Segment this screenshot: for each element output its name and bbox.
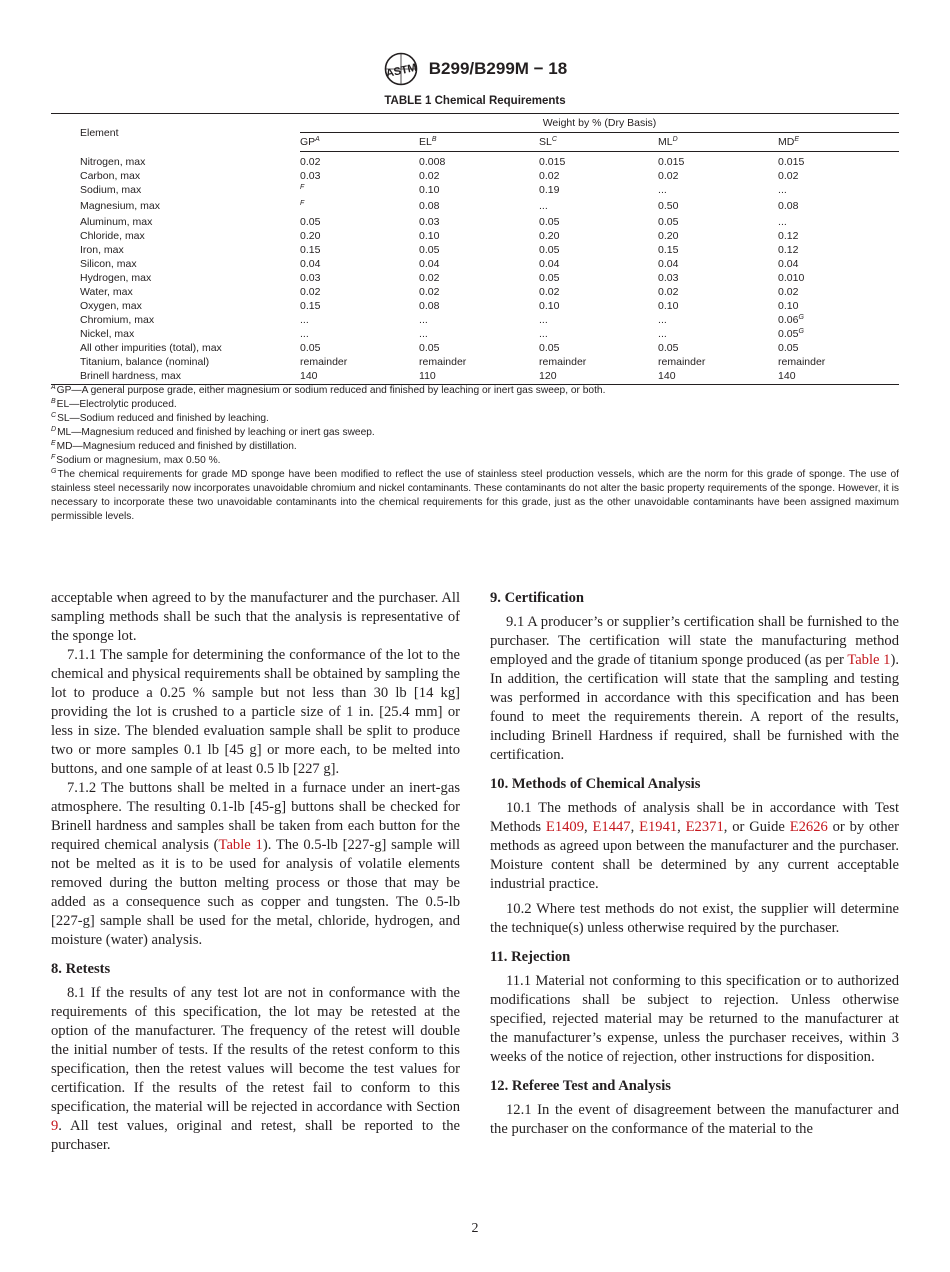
table-row <box>51 271 899 285</box>
value-cell-sl: 0.05 <box>539 244 560 256</box>
e1447-link[interactable]: E1447 <box>592 819 631 835</box>
element-name: Titanium, balance (nominal) <box>80 356 210 368</box>
value-cell-sl: 0.04 <box>539 258 560 270</box>
value-cell-md: 140 <box>778 369 899 385</box>
chemical-requirements-table <box>51 113 899 385</box>
value-cell-md: ... <box>778 216 787 228</box>
weight-column-group-header: Weight by % (Dry Basis) <box>300 114 899 133</box>
element-name: Carbon, max <box>80 170 141 182</box>
value-cell-el: 0.08 <box>419 300 440 312</box>
value-cell-ml: 0.50 <box>658 200 679 212</box>
value-cell-el: ... <box>419 328 428 340</box>
paragraph-8-1: 8.1 If the results of any test lot are not in conformance with the requirements of this specification, the lot may be retested at the option of the manufacturer. The frequency of the retest will double the initial number of tests. If the results of the retest conform to this specification, then the retest values will become the test values for certification. If the results of the retest fail to conform to this specification, the material will be rejected in accordance with Section 9. All test values, original and retest, shall be reported to the purchaser. <box>51 985 460 1153</box>
paragraph-7-1-continued: acceptable when agreed to by the manufacturer and the purchaser. All sampling methods shall be such that the analysis is representative of the sponge lot. <box>51 590 460 644</box>
table-row <box>51 229 899 243</box>
value-cell-md: 0.10 <box>778 300 799 312</box>
table-footnotes <box>51 384 899 524</box>
table-row <box>51 285 899 299</box>
table-row <box>51 313 899 327</box>
footnote-a: $^A$GP—A general purpose grade, either magnesium or sodium reduced and finished by leaching or inert gas sweep, or both. <box>51 384 606 396</box>
value-cell-md: ... <box>778 184 787 196</box>
value-cell-gp: 0.02 <box>300 286 321 298</box>
value-cell-sl: 0.02 <box>539 170 560 182</box>
section-11-heading: 11. Rejection <box>490 949 571 965</box>
value-cell-md: 0.08 <box>778 200 799 212</box>
svg-text:ASTM: ASTM <box>384 61 418 81</box>
value-cell-gp: 0.15 <box>300 244 321 256</box>
value-cell-ml: 0.02 <box>658 170 679 182</box>
table-row <box>51 369 899 385</box>
value-cell-el: 0.02 <box>419 272 440 284</box>
paragraph-10-1: 10.1 The methods of analysis shall be in accordance with Test Methods E1409, E1447, E1941, E2371, or Guide E2626 or by other methods as agreed upon between the manufacturer and the purchaser. Moisture content shall be determined by any current acceptable industrial practice. <box>490 800 899 892</box>
element-name: Nitrogen, max <box>80 155 146 168</box>
footnote-d: $^D$ML—Magnesium reduced and finished by leaching or inert gas sweep. <box>51 426 375 438</box>
section-12-heading: 12. Referee Test and Analysis <box>490 1078 671 1094</box>
value-cell-md: 0.12 <box>778 244 799 256</box>
e2371-link[interactable]: E2371 <box>685 819 724 835</box>
value-cell-md: $0.05^G$ <box>778 328 804 340</box>
value-cell-gp: 0.05 <box>300 216 321 228</box>
value-cell-md: 0.02 <box>778 286 799 298</box>
table-row <box>51 152 899 170</box>
paragraph-11-1: 11.1 Material not conforming to this specification or to authorized modifications shall be subject to rejection. Unless otherwise specified, rejected material may be returned to the manufacturer at the manufacturer’s expense, unless the purchaser receives, within 3 weeks of the notice of rejection, other instructions for disposition. <box>490 973 899 1065</box>
value-cell-el: 110 <box>419 369 539 385</box>
value-cell-ml: ... <box>658 328 667 340</box>
page-header <box>0 52 950 86</box>
element-name: Silicon, max <box>80 258 137 270</box>
value-cell-md: 0.015 <box>778 156 805 168</box>
value-cell-gp: 0.03 <box>300 170 321 182</box>
element-name: Magnesium, max <box>80 200 160 212</box>
value-cell-el: remainder <box>419 356 467 368</box>
element-name: Chloride, max <box>80 230 145 242</box>
footnote-c: $^C$SL—Sodium reduced and finished by leaching. <box>51 412 269 424</box>
footnote-e: $^E$MD—Magnesium reduced and finished by distillation. <box>51 440 297 452</box>
table-row <box>51 257 899 271</box>
value-cell-el: 0.008 <box>419 156 446 168</box>
grade-header-ml: $ML^D$ <box>658 133 778 152</box>
value-cell-gp: remainder <box>300 356 348 368</box>
element-name: Oxygen, max <box>80 300 142 312</box>
element-column-header: Element <box>51 114 300 152</box>
section-9-link[interactable]: 9 <box>51 1118 59 1134</box>
value-cell-ml: ... <box>658 314 667 326</box>
value-cell-sl: 0.015 <box>539 156 566 168</box>
value-cell-ml: 0.015 <box>658 156 685 168</box>
value-cell-el: ... <box>419 314 428 326</box>
value-cell-ml: remainder <box>658 356 706 368</box>
value-cell-sl: remainder <box>539 356 587 368</box>
value-cell-sl: ... <box>539 314 548 326</box>
value-cell-sl: 120 <box>539 369 658 385</box>
value-cell-gp: 140 <box>300 369 419 385</box>
value-cell-md: remainder <box>778 356 826 368</box>
value-cell-sl: 0.02 <box>539 286 560 298</box>
table-row <box>51 341 899 355</box>
footnote-g: $^G$The chemical requirements for grade MD sponge have been modified to reflect the use of stainless steel production vessels, which are the norm for this grade of sponge. The use of stainless steel necessarily now incorporates unavoidable chromium and nickel contaminants. These contaminants do not alter the basic property requirements of the sponge. However, it is necessary to incorporate these two unavoidable contaminants into the chemical requirements for this grade, just as the other unavoidable contaminants have been assigned maximum permissible levels. <box>51 468 899 522</box>
value-cell-ml: 0.05 <box>658 342 679 354</box>
value-cell-el: 0.04 <box>419 258 440 270</box>
element-name: Brinell hardness, max <box>51 369 300 385</box>
value-cell-gp: 0.15 <box>300 300 321 312</box>
value-cell-ml: 140 <box>658 369 778 385</box>
value-cell-el: 0.08 <box>419 200 440 212</box>
value-cell-md: 0.04 <box>778 258 799 270</box>
e1941-link[interactable]: E1941 <box>639 819 678 835</box>
value-cell-sl: 0.19 <box>539 184 560 196</box>
grade-header-el: $EL^B$ <box>419 133 539 152</box>
value-cell-gp: 0.04 <box>300 258 321 270</box>
value-cell-el: 0.05 <box>419 342 440 354</box>
grade-header-gp: $GP^A$ <box>300 133 419 152</box>
value-cell-ml: 0.10 <box>658 300 679 312</box>
value-cell-sl: 0.05 <box>539 342 560 354</box>
table-row <box>51 327 899 341</box>
value-cell-md: 0.12 <box>778 230 799 242</box>
right-column <box>490 589 899 1139</box>
grade-header-sl: $SL^C$ <box>539 133 658 152</box>
left-column <box>51 589 460 1155</box>
footnote-b: $^B$EL—Electrolytic produced. <box>51 398 177 410</box>
value-cell-gp: F <box>300 184 305 191</box>
table-1-link[interactable]: Table 1 <box>218 837 263 853</box>
value-cell-gp: 0.05 <box>300 342 321 354</box>
paragraph-9-1: 9.1 A producer’s or supplier’s certification shall be furnished to the purchaser. The certification will state the manufacturing method employed and the grade of titanium sponge produced (as per Table 1). In addition, the certification will state that the sampling and testing was performed in accordance with this specification and has been found to meet the requirements therein. A report of the results, including Brinell Hardness if required, shall be furnished with the certification. <box>490 614 899 763</box>
value-cell-ml: 0.04 <box>658 258 679 270</box>
value-cell-gp: ... <box>300 328 309 340</box>
paragraph-7-1-2: 7.1.2 The buttons shall be melted in a furnace under an inert-gas atmosphere. The resulting 0.1-lb [45-g] buttons shall be checked for Brinell hardness and samples shall be taken from each button for the required chemical analysis (Table 1). The 0.5-lb [227-g] sample will not be melted as it is to be used for analysis of volatile elements removed during the button melting process or those that may be added as a consequence such as copper and tungsten. The 0.5-lb [227-g] sample shall be used for the metal, chloride, hydrogen, and moisture (water) analysis. <box>51 780 461 948</box>
value-cell-sl: ... <box>539 328 548 340</box>
table-1-link[interactable]: Table 1 <box>847 652 891 668</box>
section-9-heading: 9. Certification <box>490 590 585 606</box>
element-name: All other impurities (total), max <box>80 342 222 354</box>
value-cell-sl: 0.05 <box>539 216 560 228</box>
table-row <box>51 199 899 215</box>
value-cell-ml: 0.03 <box>658 272 679 284</box>
value-cell-ml: 0.05 <box>658 216 679 228</box>
value-cell-gp: 0.02 <box>300 156 321 168</box>
value-cell-el: 0.02 <box>419 286 440 298</box>
section-10-heading: 10. Methods of Chemical Analysis <box>490 776 701 792</box>
astm-logo-icon <box>383 52 419 86</box>
table-row <box>51 215 899 229</box>
value-cell-sl: 0.10 <box>539 300 560 312</box>
footnote-f: $^F$Sodium or magnesium, max 0.50 %. <box>51 454 221 466</box>
table-row <box>51 355 899 369</box>
document-designation: B299/B299M − 18 <box>428 59 568 78</box>
table-row <box>51 243 899 257</box>
value-cell-ml: ... <box>658 184 667 196</box>
element-name: Water, max <box>80 286 133 298</box>
paragraph-10-2: 10.2 Where test methods do not exist, the supplier will determine the technique(s) unless otherwise required by the purchaser. <box>490 901 899 936</box>
value-cell-gp: F <box>300 200 305 207</box>
value-cell-sl: 0.05 <box>539 272 560 284</box>
value-cell-ml: 0.20 <box>658 230 679 242</box>
grade-header-md: $MD^E$ <box>778 133 899 152</box>
table-row <box>51 183 899 199</box>
e1409-link[interactable]: E1409 <box>545 819 585 835</box>
paragraph-12-1: 12.1 In the event of disagreement between the manufacturer and the purchaser on the conformance of the material to the <box>490 1102 899 1137</box>
table-row <box>51 299 899 313</box>
value-cell-md: 0.05 <box>778 342 799 354</box>
page-number: 2 <box>471 1221 479 1236</box>
section-8-heading: 8. Retests <box>51 961 111 977</box>
value-cell-gp: 0.20 <box>300 230 321 242</box>
element-name: Hydrogen, max <box>80 272 152 284</box>
table-title: TABLE 1 Chemical Requirements <box>384 95 566 107</box>
value-cell-sl: ... <box>539 200 548 212</box>
value-cell-ml: 0.15 <box>658 244 679 256</box>
value-cell-el: 0.10 <box>419 184 440 196</box>
e2626-link[interactable]: E2626 <box>789 819 828 835</box>
table-row <box>51 169 899 183</box>
value-cell-gp: ... <box>300 314 309 326</box>
value-cell-ml: 0.02 <box>658 286 679 298</box>
value-cell-sl: 0.20 <box>539 230 560 242</box>
element-name: Nickel, max <box>80 328 135 340</box>
element-name: Sodium, max <box>80 184 142 196</box>
value-cell-el: 0.02 <box>419 170 440 182</box>
value-cell-md: $0.06^G$ <box>778 314 804 326</box>
value-cell-el: 0.03 <box>419 216 440 228</box>
value-cell-el: 0.05 <box>419 244 440 256</box>
element-name: Chromium, max <box>80 314 155 326</box>
paragraph-7-1-1: 7.1.1 The sample for determining the conformance of the lot to the chemical and physical requirements shall be obtained by sampling the lot to produce a 0.25 % sample but not less than 30 lb [14 kg] providing the lot is crushed to a particle size of 1 in. [25.4 mm] or less in size. The blended evaluation sample shall be split to produce two or more samples 0.1 lb [45 g] or more each, to be melted into buttons, and one sample of at least 0.5 lb [227 g]. <box>51 647 460 777</box>
value-cell-md: 0.010 <box>778 272 805 284</box>
value-cell-gp: 0.03 <box>300 272 321 284</box>
element-name: Iron, max <box>80 244 124 256</box>
value-cell-el: 0.10 <box>419 230 440 242</box>
element-name: Aluminum, max <box>80 216 153 228</box>
value-cell-md: 0.02 <box>778 170 799 182</box>
